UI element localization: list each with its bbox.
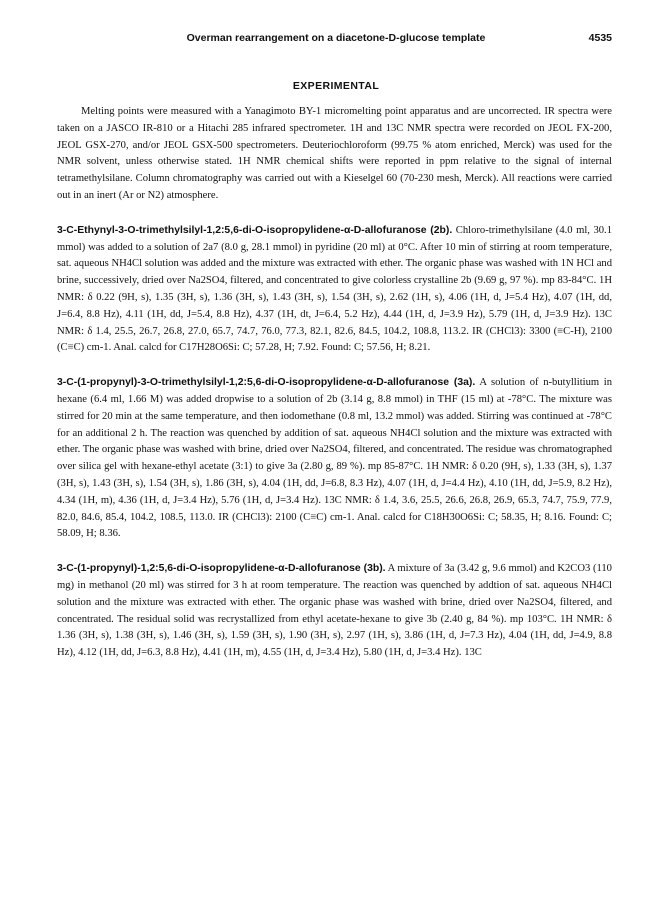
running-header	[60, 32, 612, 48]
section-title: EXPERIMENTAL	[292, 80, 380, 92]
paragraph-text: A mixture of 3a (3.42 g, 9.6 mmol) and K2CO3 (110 mg) in methanol (20 ml) was stirred for 3 h at room temperature. The reaction was quenched by addtion of sat. aqueous NH4Cl solution and the mixture was extracted with ether. The organic phase was washed with brine, dried over Na2SO4, filtered, and concentrated. The residual solid was recrystallized from ethyl acetate-hexane to give 3b (2.40 g, 84 %). mp 103°C. 1H NMR: δ 1.36 (3H, s), 1.38 (3H, s), 1.46 (3H, s), 1.59 (3H, s), 1.90 (3H, s), 2.97 (1H, s), 3.86 (1H, d, J=7.3 Hz), 4.04 (1H, dd, J=4.9, 8.8 Hz), 4.12 (1H, dd, J=6.3, 8.8 Hz), 4.41 (1H, m), 4.55 (1H, d, J=3.4 Hz), 5.80 (1H, d, J=3.4 Hz). 13C	[57, 563, 612, 659]
paragraph-general-methods	[57, 104, 612, 205]
paragraph-text: A solution of n-butyllitium in hexane (6.4 ml, 1.66 M) was added dropwise to a solution of 2b (3.14 g, 8.8 mmol) in THF (15 ml) at -78°C. The mixture was stirred for 20 min at the same temperature, and then iodomethane (0.8 ml, 13.2 mmol) was added. Stirring was continued at -78°C for an additional 2 h. The reaction was quenched by addition of sat. aqueous NH4Cl solution and the mixture was extracted with ether. The organic phase was washed with brine, dried over Na2SO4, filtered, and concentrated. The residue was chromatographed over silica gel with hexane-ethyl acetate (3:1) to give 3a (2.80 g, 89 %). mp 85-87°C. 1H NMR: δ 0.20 (9H, s), 1.33 (3H, s), 1.37 (3H, s), 1.43 (3H, s), 1.54 (3H, s), 1.86 (3H, s), 4.04 (1H, dd, J=6.8, 8.3 Hz), 4.07 (1H, d, J=4.4 Hz), 4.10 (1H, dd, J=5.9, 8.2 Hz), 4.34 (1H, m), 4.36 (1H, d, J=3.4 Hz), 5.76 (1H, d, J=3.4 Hz). 13C NMR: δ 1.4, 3.6, 25.5, 26.6, 26.8, 26.9, 65.3, 74.7, 75.9, 77.9, 82.0, 84.6, 85.4, 104.2, 108.5, 113.0. IR (CHCl3): 2100 (C≡C) cm-1. Anal. calcd for C18H30O6Si: C; 58.35, H; 8.16. Found: C; 58.09, H; 8.36.	[57, 377, 612, 540]
compound-heading: 3-C-(1-propynyl)-1,2:5,6-di-O-isopropylidene-α-D-allofuranose (3b).	[57, 563, 386, 575]
paragraph-compound-2b	[57, 223, 612, 357]
compound-heading: 3-C-Ethynyl-3-O-trimethylsilyl-1,2:5,6-di-O-isopropylidene-α-D-allofuranose (2b).	[57, 224, 453, 236]
paragraph-compound-3b	[57, 561, 612, 662]
article-body	[57, 104, 612, 680]
paragraph-compound-3a	[57, 375, 612, 543]
compound-heading: 3-C-(1-propynyl)-3-O-trimethylsilyl-1,2:5,6-di-O-isopropylidene-α-D-allofuranose (3a).	[57, 377, 476, 389]
running-title: Overman rearrangement on a diacetone-D-glucose template	[186, 32, 486, 44]
page-number: 4535	[588, 32, 612, 44]
paragraph-text: Chloro-trimethylsilane (4.0 ml, 30.1 mmol) was added to a solution of 2a7 (8.0 g, 28.1 mmol) in pyridine (20 ml) at 0°C. After 10 min of stirring at room temperature, sat. aqueous NH4Cl solution was added and the mixture was extracted with ether. The organic phase was washed with 1N HCl and brine, successively, dried over Na2SO4, filtered, and concentrated to give colorless crystalline 2b (9.69 g, 97 %). mp 83-84°C. 1H NMR: δ 0.22 (9H, s), 1.35 (3H, s), 1.36 (3H, s), 1.43 (3H, s), 1.54 (3H, s), 2.62 (1H, s), 4.06 (1H, d, J=5.4 Hz), 4.07 (1H, dd, J=6.4, 8.8 Hz), 4.11 (1H, dd, J=5.4, 8.8 Hz), 4.37 (1H, dt, J=6.4, 5.2 Hz), 4.44 (1H, d, J=3.9 Hz), 5.79 (1H, d, J=3.9 Hz). 13C NMR: δ 1.4, 25.5, 26.7, 26.8, 27.0, 65.7, 74.7, 76.0, 77.3, 82.1, 82.6, 84.5, 104.2, 108.8, 113.2. IR (CHCl3): 3300 (≡C-H), 2100 (C≡C) cm-1. Anal. calcd for C17H28O6Si: C; 57.28, H; 7.92. Found: C; 57.56, H; 8.21.	[57, 224, 612, 354]
paragraph-text: Melting points were measured with a Yanagimoto BY-1 micromelting point apparatus and are uncorrected. IR spectra were taken on a JASCO IR-810 or a Hitachi 285 infrared spectrometer. 1H and 13C NMR spectra were recorded on JEOL FX-200, JEOL GSX-270, and/or JEOL GSX-500 spectrometers. Deuteriochloroform (99.75 % atom enriched, Merck) was used for the NMR solvent, unless otherwise stated. 1H NMR chemical shifts were reported in ppm relative to the signal of internal tetramethylsilane. Column chromatography was carried out with a Kieselgel 60 (70-230 mesh, Merck). All reactions were carried out in an inert (Ar or N2) atmosphere.	[57, 106, 612, 201]
